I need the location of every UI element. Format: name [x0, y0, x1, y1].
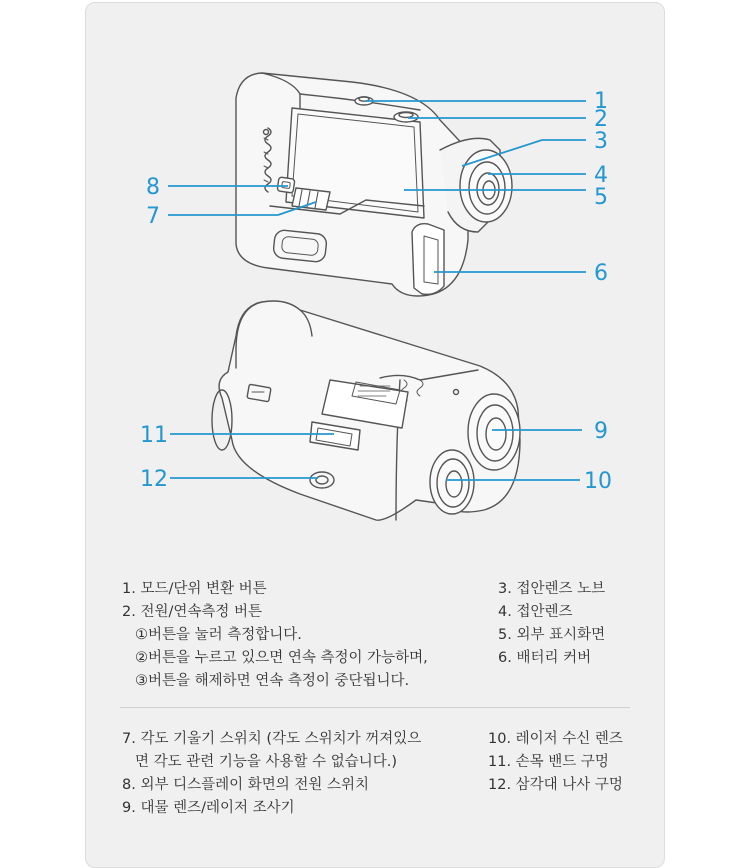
legend-item-9: 9. 대물 렌즈/레이저 조사기 — [122, 800, 295, 816]
legend-item-10: 10. 레이저 수신 렌즈 — [488, 731, 623, 747]
legend-note-1: ①버튼을 눌러 측정합니다. — [135, 627, 302, 643]
legend-divider — [120, 707, 630, 708]
callout-7: 7 — [146, 204, 160, 229]
legend-top-right — [498, 578, 605, 670]
rangefinder-front-view — [212, 301, 520, 520]
callout-12: 12 — [140, 467, 168, 492]
callout-9: 9 — [594, 419, 608, 444]
rangefinder-rear-view — [236, 73, 512, 296]
legend-top-left — [122, 578, 428, 693]
legend-item-1: 1. 모드/단위 변환 버튼 — [122, 581, 267, 597]
legend-item-8: 8. 외부 디스플레이 화면의 전원 스위치 — [122, 777, 369, 793]
legend-item-4: 4. 접안렌즈 — [498, 604, 573, 620]
callout-3: 3 — [594, 129, 608, 154]
legend-note-3: ③버튼을 해제하면 연속 측정이 중단됩니다. — [135, 673, 410, 689]
callout-8: 8 — [146, 175, 160, 200]
callout-5: 5 — [594, 185, 608, 210]
legend-item-7-cont: 면 각도 관련 기능을 사용할 수 없습니다.) — [135, 754, 398, 770]
legend-item-7: 7. 각도 기울기 스위치 (각도 스위치가 꺼져있으 — [122, 731, 422, 747]
legend-item-3: 3. 접안렌즈 노브 — [498, 581, 606, 597]
legend-item-11: 11. 손목 밴드 구멍 — [488, 754, 609, 770]
legend-item-5: 5. 외부 표시화면 — [498, 627, 606, 643]
callout-11: 11 — [140, 423, 168, 448]
legend-item-6: 6. 배터리 커버 — [498, 650, 592, 666]
angle-switch — [292, 188, 330, 210]
callout-1: 1 — [594, 89, 608, 114]
legend-bottom-right — [488, 728, 623, 797]
callout-6: 6 — [594, 261, 608, 286]
display-power-switch — [277, 177, 295, 193]
legend-item-2: 2. 전원/연속측정 버튼 — [122, 604, 262, 620]
callout-10: 10 — [584, 469, 612, 494]
legend-bottom-left — [122, 728, 421, 820]
legend-item-12: 12. 삼각대 나사 구멍 — [488, 777, 623, 793]
callout-2: 2 — [594, 107, 608, 132]
battery-cover — [412, 224, 444, 295]
legend-note-2: ②버튼을 누르고 있으면 연속 측정이 가능하며, — [135, 650, 428, 666]
callout-4: 4 — [594, 163, 608, 188]
